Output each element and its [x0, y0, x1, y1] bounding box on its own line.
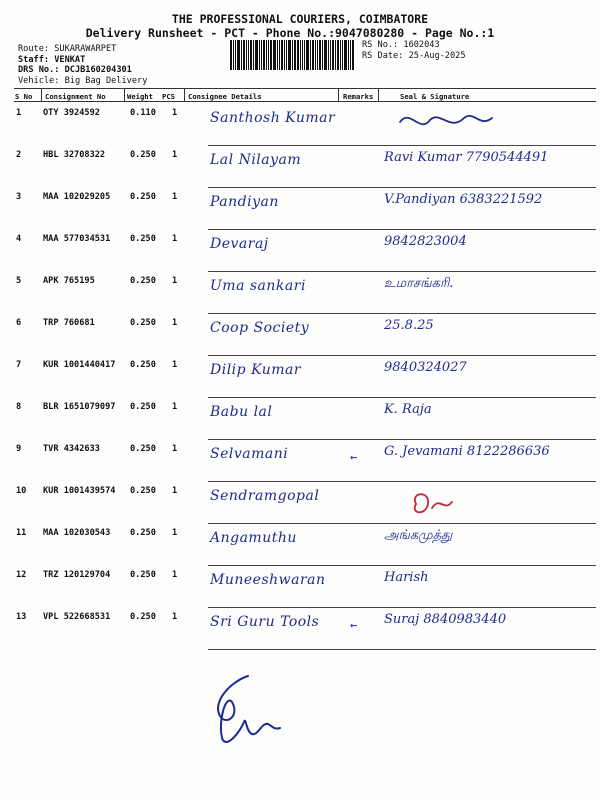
row-sno: 9	[16, 444, 22, 454]
barcode-bar	[328, 40, 329, 70]
row-consignment-no: KUR 1001439574	[43, 486, 116, 496]
drs-value: DCJB160204301	[64, 65, 132, 75]
row-consignee: Pandiyan	[210, 194, 279, 210]
row-consignee: Babu lal	[210, 404, 273, 420]
col-remarks: Remarks	[343, 92, 374, 101]
row-consignee: Muneeshwaran	[210, 572, 326, 588]
row-consignee: Sendramgopal	[210, 488, 320, 504]
barcode-bar	[241, 40, 242, 70]
table-row	[14, 104, 596, 146]
row-pcs: 1	[172, 360, 178, 370]
table-row	[14, 230, 596, 272]
rs-date-value: 25-Aug-2025	[408, 50, 466, 61]
row-pcs: 1	[172, 234, 178, 244]
row-pcs: 1	[172, 276, 178, 286]
barcode-bar	[248, 40, 249, 70]
row-consignee: Santhosh Kumar	[210, 110, 336, 126]
row-sno: 7	[16, 360, 22, 370]
row-remark: ←	[350, 450, 358, 464]
barcode-bar	[302, 40, 303, 70]
barcode-bar	[270, 40, 272, 70]
table-row	[14, 566, 596, 608]
col-divider	[41, 88, 42, 101]
barcode-bar	[286, 40, 287, 70]
barcode-bar	[288, 40, 291, 70]
row-consignment-no: HBL 32708322	[43, 150, 106, 160]
col-divider	[378, 88, 379, 101]
runsheet-title: Delivery Runsheet - PCT - Phone No.:9047080280 - Page No.:1	[85, 26, 495, 40]
barcode-bar	[317, 40, 318, 70]
vehicle-line: Vehicle: Big Bag Delivery	[18, 75, 148, 86]
barcode-bar	[348, 40, 349, 70]
row-consignee: Sri Guru Tools	[210, 614, 320, 630]
rs-no-value: 1602043	[403, 40, 440, 50]
barcode-bar	[337, 40, 339, 70]
row-consignee: Uma sankari	[210, 278, 306, 294]
route-line: Route: SUKARAWARPET	[18, 44, 117, 54]
signature-scribble	[380, 104, 520, 146]
row-remark: ←	[350, 618, 358, 632]
row-consignee: Devaraj	[210, 236, 269, 252]
row-consignment-no: TVR 4342633	[43, 444, 100, 454]
row-sno: 11	[16, 528, 27, 538]
runsheet-meta-left	[18, 44, 147, 86]
row-sno: 6	[16, 318, 22, 328]
row-pcs: 1	[172, 402, 178, 412]
table-row	[14, 188, 596, 230]
header-top-rule	[14, 88, 596, 89]
barcode-bar	[273, 40, 276, 70]
row-sno: 5	[16, 276, 22, 286]
row-consignment-no: MAA 102030543	[43, 528, 111, 538]
row-consignment-no: TRP 760681	[43, 318, 95, 328]
barcode-bar	[284, 40, 285, 70]
col-divider	[124, 88, 125, 101]
row-consignment-no: BLR 1651079097	[43, 402, 116, 412]
barcode-bar	[237, 40, 240, 70]
barcode-bar	[330, 40, 331, 70]
row-weight: 0.250	[130, 528, 156, 538]
row-weight: 0.250	[130, 444, 156, 454]
row-signature: Suraj 8840983440	[384, 612, 507, 627]
barcode-bar	[310, 40, 311, 70]
row-sno: 4	[16, 234, 22, 244]
row-sno: 3	[16, 192, 22, 202]
table-row	[14, 356, 596, 398]
row-consignee: Selvamani	[210, 446, 289, 462]
barcode-bar	[263, 40, 265, 70]
route-value: SUKARAWARPET	[54, 44, 117, 54]
row-pcs: 1	[172, 612, 178, 622]
barcode-bar	[277, 40, 278, 70]
col-seal: Seal & Signature	[400, 92, 470, 101]
row-consignee: Angamuthu	[210, 530, 297, 546]
runsheet-meta-right	[362, 40, 466, 61]
row-signature: Harish	[384, 570, 429, 585]
col-sno: S No	[15, 92, 33, 101]
delivery-staff-signature	[200, 672, 290, 752]
col-consignment: Consignment No	[45, 92, 106, 101]
row-weight: 0.250	[130, 318, 156, 328]
row-weight: 0.250	[130, 360, 156, 370]
row-weight: 0.250	[130, 486, 156, 496]
row-sno: 8	[16, 402, 22, 412]
barcode-bar	[324, 40, 327, 70]
drs-line: DRS No.: DCJB160204301	[18, 65, 132, 75]
row-consignment-no: KUR 1001440417	[43, 360, 116, 370]
barcode-bar	[306, 40, 309, 70]
barcode-bar	[292, 40, 293, 70]
row-weight: 0.250	[130, 570, 156, 580]
row-weight: 0.250	[130, 276, 156, 286]
barcode-bar	[279, 40, 280, 70]
row-signature: 9842823004	[384, 234, 467, 249]
barcode-bar	[332, 40, 334, 70]
row-pcs: 1	[172, 150, 178, 160]
staff-value: VENKAT	[54, 54, 86, 65]
row-consignment-no: VPL 522668531	[43, 612, 111, 622]
barcode-bar	[268, 40, 269, 70]
row-pcs: 1	[172, 192, 178, 202]
barcode	[230, 40, 356, 70]
barcode-bar	[230, 40, 232, 70]
barcode-bar	[261, 40, 262, 70]
staff-line: Staff: VENKAT	[18, 54, 86, 65]
row-sno: 12	[16, 570, 27, 580]
row-consignee: Lal Nilayam	[210, 152, 302, 168]
barcode-bar	[315, 40, 316, 70]
row-signature: K. Raja	[384, 402, 432, 417]
barcode-bar	[319, 40, 321, 70]
table-row	[14, 608, 596, 650]
row-weight: 0.250	[130, 234, 156, 244]
row-consignment-no: OTY 3924592	[43, 108, 100, 118]
rs-date-line: RS Date: 25-Aug-2025	[362, 50, 466, 61]
row-weight: 0.250	[130, 192, 156, 202]
row-rule	[208, 649, 596, 650]
table-row	[14, 146, 596, 188]
barcode-bar	[300, 40, 301, 70]
row-weight: 0.250	[130, 150, 156, 160]
barcode-bar	[340, 40, 341, 70]
row-pcs: 1	[172, 486, 178, 496]
barcode-bar	[253, 40, 254, 70]
barcode-bar	[281, 40, 283, 70]
vehicle-value: Big Bag Delivery	[64, 75, 148, 86]
row-sno: 10	[16, 486, 27, 496]
row-weight: 0.110	[130, 108, 156, 118]
barcode-bar	[322, 40, 323, 70]
col-consignee: Consignee Details	[188, 92, 262, 101]
row-consignee: Dilip Kumar	[210, 362, 302, 378]
row-pcs: 1	[172, 108, 178, 118]
barcode-bar	[233, 40, 234, 70]
row-consignment-no: MAA 577034531	[43, 234, 111, 244]
barcode-bar	[243, 40, 245, 70]
barcode-bar	[304, 40, 305, 70]
col-pcs: PCS	[162, 92, 175, 101]
signature-scribble	[380, 482, 520, 524]
row-pcs: 1	[172, 444, 178, 454]
row-signature: 25.8.25	[384, 318, 434, 333]
barcode-bar	[294, 40, 296, 70]
row-sno: 2	[16, 150, 22, 160]
barcode-bar	[344, 40, 347, 70]
col-weight: Weight	[127, 92, 153, 101]
row-signature: அங்கமுத்து	[384, 528, 453, 543]
row-signature: Ravi Kumar 7790544491	[384, 150, 549, 165]
company-title: THE PROFESSIONAL COURIERS, COIMBATORE	[171, 12, 429, 26]
barcode-bar	[342, 40, 343, 70]
table-row	[14, 482, 596, 524]
table-row	[14, 398, 596, 440]
row-pcs: 1	[172, 318, 178, 328]
col-divider	[184, 88, 185, 101]
row-signature: V.Pandiyan 6383221592	[384, 192, 543, 207]
row-sno: 1	[16, 108, 22, 118]
row-signature: உமாசங்கரி.	[384, 276, 454, 291]
barcode-bar	[235, 40, 236, 70]
rs-no-line: RS No.: 1602043	[362, 40, 440, 50]
barcode-bar	[259, 40, 260, 70]
row-consignment-no: MAA 102029205	[43, 192, 111, 202]
barcode-bar	[297, 40, 299, 70]
row-weight: 0.250	[130, 612, 156, 622]
table-row	[14, 524, 596, 566]
barcode-bar	[312, 40, 314, 70]
table-row	[14, 314, 596, 356]
table-row	[14, 272, 596, 314]
row-signature: G. Jevamani 8122286636	[384, 444, 550, 459]
table-row	[14, 440, 596, 482]
barcode-bar	[352, 40, 354, 70]
barcode-bar	[255, 40, 258, 70]
barcode-bar	[335, 40, 336, 70]
barcode-bar	[266, 40, 267, 70]
row-consignment-no: APK 765195	[43, 276, 95, 286]
row-consignee: Coop Society	[210, 320, 310, 336]
row-sno: 13	[16, 612, 27, 622]
row-pcs: 1	[172, 528, 178, 538]
row-weight: 0.250	[130, 402, 156, 412]
barcode-bar	[246, 40, 247, 70]
barcode-bar	[350, 40, 351, 70]
header-bottom-rule	[14, 101, 596, 102]
barcode-bar	[250, 40, 252, 70]
row-pcs: 1	[172, 570, 178, 580]
row-consignment-no: TRZ 120129704	[43, 570, 111, 580]
row-signature: 9840324027	[384, 360, 467, 375]
col-divider	[338, 88, 339, 101]
